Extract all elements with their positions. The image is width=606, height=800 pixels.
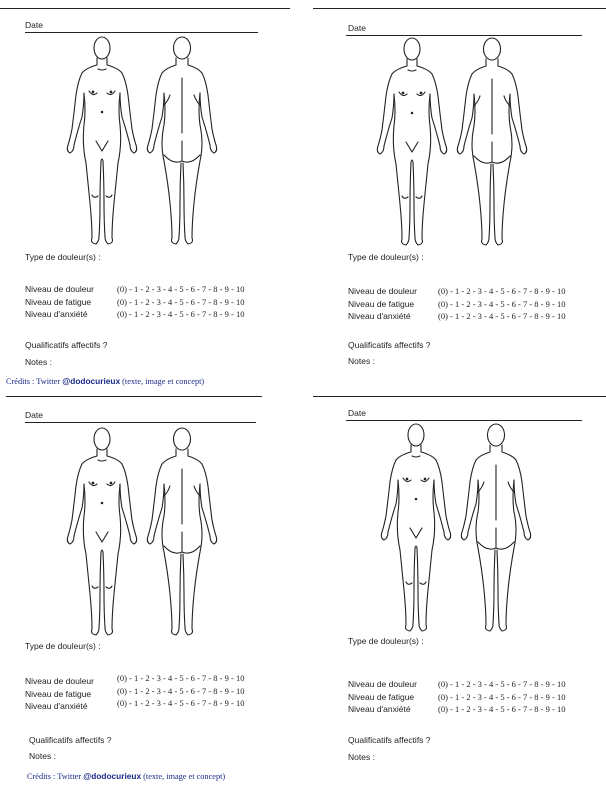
level-label: Niveau d'anxiété: [25, 701, 88, 711]
qualifiers-label: Qualificatifs affectifs ?: [348, 340, 431, 350]
level-label: Niveau de fatigue: [25, 688, 92, 699]
level-label: Niveau de fatigue: [348, 298, 415, 309]
level-label: Niveau de douleur: [25, 676, 94, 686]
notes-label: Notes :: [25, 357, 52, 367]
panel-top-rule: [0, 8, 290, 9]
qualifiers-label: Qualificatifs affectifs ?: [348, 735, 431, 745]
level-scale[interactable]: (0) - 1 - 2 - 3 - 4 - 5 - 6 - 7 - 8 - 9 - 10: [438, 691, 566, 702]
level-label: Niveau de douleur: [348, 679, 417, 689]
level-label: Niveau de douleur: [25, 284, 94, 294]
level-row: [348, 286, 603, 299]
level-row: [348, 299, 603, 312]
levels-list: [348, 679, 603, 717]
qualifiers-label: Qualificatifs affectifs ?: [29, 735, 112, 745]
level-row: [348, 704, 603, 717]
credits-suffix: (texte, image et concept): [141, 772, 226, 781]
level-label: Niveau de fatigue: [348, 691, 415, 702]
credits-handle[interactable]: @dodocurieux: [62, 376, 121, 386]
level-row: [25, 297, 285, 310]
level-row: [25, 698, 285, 714]
level-label: Niveau de douleur: [348, 286, 417, 296]
panel-top-rule: [313, 396, 606, 397]
notes-label: Notes :: [348, 752, 375, 762]
body-back-icon: [147, 37, 216, 244]
body-figures: [62, 33, 222, 245]
date-label: Date: [25, 410, 43, 420]
body-front-icon: [377, 38, 446, 245]
panel-top-rule: [6, 396, 262, 397]
date-label: Date: [348, 408, 366, 418]
credits-line: [6, 376, 204, 386]
date-label: Date: [348, 23, 366, 33]
level-label: Niveau d'anxiété: [348, 311, 411, 321]
level-row: [348, 311, 603, 324]
level-label: Niveau d'anxiété: [25, 309, 88, 319]
pain-type-label: Type de douleur(s) :: [348, 636, 424, 646]
body-figures: [372, 34, 532, 246]
body-back-icon: [457, 38, 526, 245]
body-back-icon: [461, 424, 530, 631]
level-scale[interactable]: (0) - 1 - 2 - 3 - 4 - 5 - 6 - 7 - 8 - 9 - 10: [117, 685, 245, 696]
level-scale[interactable]: (0) - 1 - 2 - 3 - 4 - 5 - 6 - 7 - 8 - 9 - 10: [438, 704, 566, 714]
panel-top-rule: [313, 8, 606, 9]
level-row: [25, 284, 285, 297]
level-scale[interactable]: (0) - 1 - 2 - 3 - 4 - 5 - 6 - 7 - 8 - 9 - 10: [438, 286, 566, 296]
level-scale[interactable]: (0) - 1 - 2 - 3 - 4 - 5 - 6 - 7 - 8 - 9 - 10: [117, 673, 245, 683]
credits-prefix: Crédits : Twitter: [6, 377, 63, 386]
level-label: Niveau d'anxiété: [348, 704, 411, 714]
level-row: [25, 309, 285, 322]
pain-type-label: Type de douleur(s) :: [348, 252, 424, 262]
level-label: Niveau de fatigue: [25, 296, 92, 307]
level-row: [348, 692, 603, 705]
notes-label: Notes :: [29, 751, 56, 761]
body-front-icon: [67, 428, 136, 635]
pain-type-label: Type de douleur(s) :: [25, 641, 101, 651]
body-front-icon: [381, 424, 450, 631]
levels-list: [25, 673, 285, 714]
level-scale[interactable]: (0) - 1 - 2 - 3 - 4 - 5 - 6 - 7 - 8 - 9 - 10: [438, 679, 566, 689]
qualifiers-label: Qualificatifs affectifs ?: [25, 340, 108, 350]
level-row: [348, 679, 603, 692]
body-back-icon: [147, 428, 216, 635]
level-scale[interactable]: (0) - 1 - 2 - 3 - 4 - 5 - 6 - 7 - 8 - 9 - 10: [117, 698, 245, 708]
credits-prefix: Crédits : Twitter: [27, 772, 84, 781]
level-scale[interactable]: (0) - 1 - 2 - 3 - 4 - 5 - 6 - 7 - 8 - 9 - 10: [117, 284, 245, 294]
levels-list: [25, 284, 285, 322]
credits-line: [27, 771, 225, 781]
date-rule: [25, 422, 256, 423]
credits-suffix: (texte, image et concept): [120, 377, 205, 386]
body-front-icon: [67, 37, 136, 244]
credits-handle[interactable]: @dodocurieux: [83, 771, 142, 781]
date-label: Date: [25, 20, 43, 30]
levels-list: [348, 286, 603, 324]
level-scale[interactable]: (0) - 1 - 2 - 3 - 4 - 5 - 6 - 7 - 8 - 9 - 10: [438, 298, 566, 309]
pain-type-label: Type de douleur(s) :: [25, 252, 101, 262]
level-scale[interactable]: (0) - 1 - 2 - 3 - 4 - 5 - 6 - 7 - 8 - 9 - 10: [438, 311, 566, 321]
level-scale[interactable]: (0) - 1 - 2 - 3 - 4 - 5 - 6 - 7 - 8 - 9 - 10: [117, 309, 245, 319]
level-scale[interactable]: (0) - 1 - 2 - 3 - 4 - 5 - 6 - 7 - 8 - 9 - 10: [117, 296, 245, 307]
body-figures: [62, 424, 222, 636]
body-figures: [376, 420, 536, 632]
notes-label: Notes :: [348, 356, 375, 366]
